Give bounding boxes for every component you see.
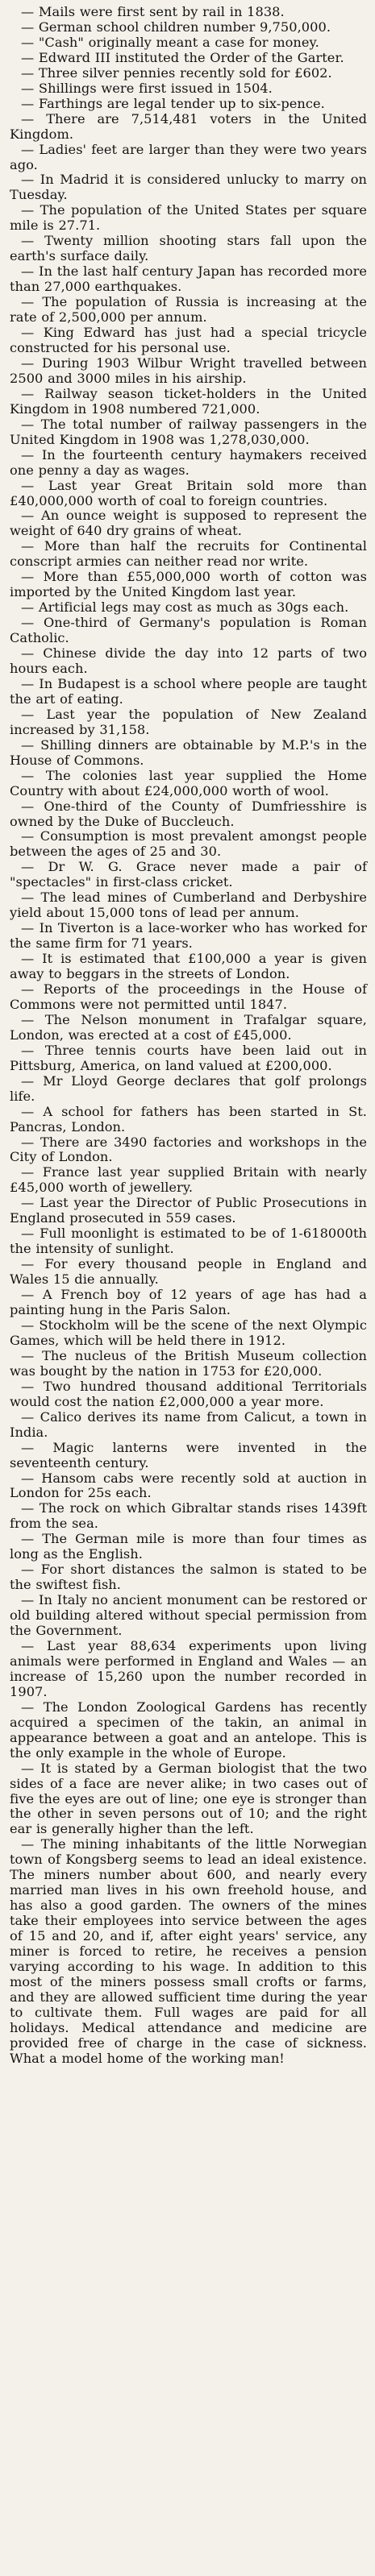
fact-item: — The German mile is more than four times as long as the English. (10, 1531, 367, 1562)
fact-item: — Reports of the proceedings in the House of Commons were not permitted until 1847. (10, 981, 367, 1012)
fact-item: — Shillings were first issued in 1504. (21, 80, 273, 96)
fact-item: — Stockholm will be the scene of the next Olympic Games, which will be held there in 1912. (10, 1317, 367, 1348)
fact-item: — More than half the recruits for Continental conscript armies can neither read nor write. (10, 538, 367, 570)
fact-item: — For short distances the salmon is stated to be the swiftest fish. (10, 1562, 367, 1593)
fact-item: — German school children number 9,750,000. (21, 19, 331, 35)
fact-item: — In Madrid it is considered unlucky to marry on Tuesday. (10, 172, 367, 203)
fact-item: — More than £55,000,000 worth of cotton was imported by the United Kingdom last year. (10, 569, 367, 600)
fact-item: — Three silver pennies recently sold for £602. (21, 64, 332, 81)
fact-item: — There are 7,514,481 voters in the United Kingdom. (10, 110, 367, 142)
fact-item: — The mining inhabitants of the little Norwegian town of Kongsberg seems to lead an ideal existence. The miners number about 600, and nearly every married man lives in his own freehold house, and has also a good garden. The owners of the mines take their employees into service between the ages of 15 and 20, and if, after eight years' service, any miner is forced to retire, he receives a pension varying according to his wage. In addition to this most of the miners possess small crofts or farms, and they are allowed sufficient time during the year to cultivate them. Full wages are paid for all holidays. Medical attendance and medicine are provided free of charge in the case of sickness. What a model home of the working man! (10, 1836, 367, 2066)
fact-item: — In Italy no ancient monument can be restored or old building altered without special permission from the Government. (10, 1592, 367, 1639)
fact-item: — Calico derives its name from Calicut, a town in India. (10, 1408, 367, 1440)
fact-item: — An ounce weight is supposed to represent the weight of 640 dry grains of wheat. (10, 508, 367, 539)
fact-item: — Chinese divide the day into 12 parts of two hours each. (10, 645, 367, 676)
fact-item: — Hansom cabs were recently sold at auction in London for 25s each. (10, 1470, 367, 1501)
fact-item: — Three tennis courts have been laid out in Pittsburg, America, on land valued at £200,000. (10, 1042, 367, 1073)
fact-item: — The lead mines of Cumberland and Derbyshire yield about 15,000 tons of lead per annum. (10, 890, 367, 921)
fact-item: — King Edward has just had a special tricycle constructed for his personal use. (10, 325, 367, 355)
fact-item: — The Nelson monument in Trafalgar square, London, was erected at a cost of £45,000. (10, 1011, 367, 1043)
fact-item: — In the last half century Japan has recorded more than 27,000 earthquakes. (10, 263, 367, 295)
fact-item: — Mr Lloyd George declares that golf prolongs life. (10, 1072, 367, 1104)
fact-item: — Consumption is most prevalent amongst people between the ages of 25 and 30. (10, 828, 367, 860)
fact-item: — In Budapest is a school where people are taught the art of eating. (10, 675, 367, 707)
fact-item: — Last year the Director of Public Prosecutions in England prosecuted in 559 cases. (10, 1195, 367, 1226)
fact-item: — The population of Russia is increasing at the rate of 2,500,000 per annum. (10, 294, 367, 326)
fact-item: — The rock on which Gibraltar stands rises 1439ft from the sea. (10, 1500, 367, 1532)
fact-item: — The colonies last year supplied the Home Country with about £24,000,000 worth of wool. (10, 767, 367, 799)
fact-item: — Farthings are legal tender up to six-pence. (21, 95, 325, 111)
fact-item: — There are 3490 factories and workshops in the City of London. (10, 1134, 367, 1165)
fact-item: — In Tiverton is a lace-worker who has worked for the same firm for 71 years. (10, 920, 367, 952)
fact-item: — Full moonlight is estimated to be of 1-618000th the intensity of sunlight. (10, 1226, 367, 1257)
fact-item: — The total number of railway passengers in the United Kingdom in 1908 was 1,278,030,000. (10, 416, 367, 447)
fact-item: — It is stated by a German biologist that the two sides of a face are never alike; in two cases out of five the eyes are out of line; one eye is stronger than the other in seven persons out of 10; and the right ear is generally higher than the left. (10, 1760, 367, 1837)
fact-item: — Edward III instituted the Order of the Garter. (21, 49, 344, 65)
fact-item: — Dr W. G. Grace never made a pair of "spectacles" in first-class cricket. (10, 859, 367, 890)
fact-item: — Twenty million shooting stars fall upon the earth's surface daily. (10, 233, 367, 264)
fact-item: — The nucleus of the British Museum collection was bought by the nation in 1753 for £20,000. (10, 1347, 367, 1379)
fact-item: — Two hundred thousand additional Territorials would cost the nation £2,000,000 a year more. (10, 1378, 367, 1409)
fact-item: — France last year supplied Britain with nearly £45,000 worth of jewellery. (10, 1164, 367, 1196)
fact-item: — Last year 88,634 experiments upon living animals were performed in England and Wales — an increase of 15,260 upon the number recorded in 1907. (10, 1637, 367, 1699)
fact-item: — Magic lanterns were invented in the seventeenth century. (10, 1439, 367, 1471)
fact-item: — The population of the United States per square mile is 27.71. (10, 202, 367, 234)
fact-item: — Artificial legs may cost as much as 30gs each. (21, 599, 349, 616)
fact-item: — One-third of the County of Dumfriesshire is owned by the Duke of Buccleuch. (10, 798, 367, 829)
fact-item: — One-third of Germany's population is Roman Catholic. (10, 615, 367, 646)
fact-item: — Ladies' feet are larger than they were two years ago. (10, 141, 367, 172)
fact-item: — During 1903 Wilbur Wright travelled between 2500 and 3000 miles in his airship. (10, 355, 367, 386)
fact-item: — It is estimated that £100,000 a year is given away to beggars in the streets of London. (10, 951, 367, 982)
fact-item: — Mails were first sent by rail in 1838. (21, 4, 285, 19)
fact-item: — A school for fathers has been started in St. Pancras, London. (10, 1103, 367, 1135)
fact-item: — Last year the population of New Zealand increased by 31,158. (10, 706, 367, 737)
fact-item: — In the fourteenth century haymakers received one penny a day as wages. (10, 446, 367, 478)
fact-item: — "Cash" originally meant a case for money. (21, 34, 319, 50)
fact-item: — For every thousand people in England and Wales 15 die annually. (10, 1256, 367, 1288)
fact-item: — Last year Great Britain sold more than £40,000,000 worth of coal to foreign countries. (10, 477, 367, 508)
fact-item: — The London Zoological Gardens has recently acquired a specimen of the takin, an animal in appearance between a goat and an antelope. This is the only example in the whole of Europe. (10, 1699, 367, 1761)
fact-item: — Shilling dinners are obtainable by M.P.'s in the House of Commons. (10, 736, 367, 768)
fact-item: — A French boy of 12 years of age has had a painting hung in the Paris Salon. (10, 1287, 367, 1318)
fact-item: — Railway season ticket-holders in the United Kingdom in 1908 numbered 721,000. (10, 385, 367, 417)
